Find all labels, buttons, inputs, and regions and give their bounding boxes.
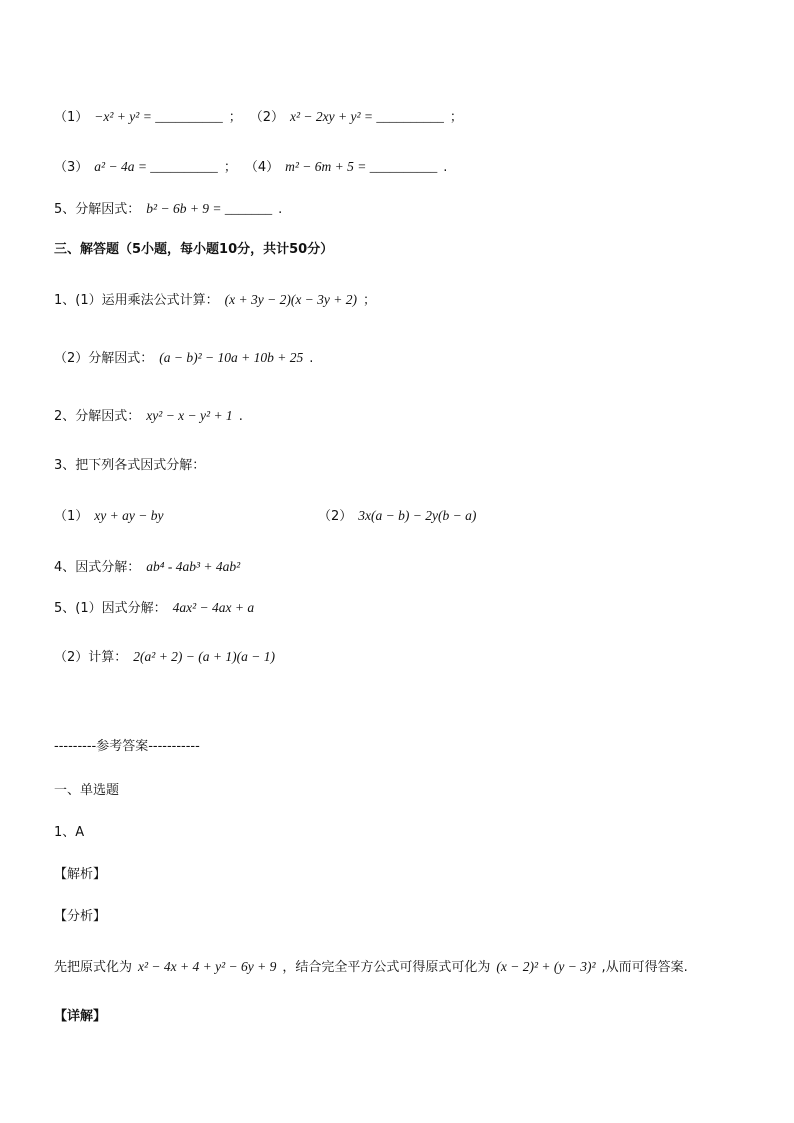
question-4 (54, 557, 246, 578)
question-label: 1、(1）运用乘法公式计算： (54, 293, 219, 308)
text-segment: 先把原式化为 (54, 960, 133, 975)
math-expression: 4ax² − 4ax + a (172, 600, 255, 615)
math-expression: x² − 2xy + y² = __________ (290, 109, 444, 124)
fenxi-tag: 【分析】 (54, 909, 107, 924)
question-label: （2）计算： (54, 650, 128, 665)
answer-item: 1、A (54, 825, 85, 840)
fill-row-1 (54, 107, 463, 128)
answer-divider: ---------参考答案----------- (54, 739, 200, 754)
problem-label: （1） (54, 509, 89, 524)
separator: ； (228, 110, 242, 125)
separator: . (278, 202, 283, 217)
separator: . (443, 160, 448, 175)
text-segment: ,从而可得答案. (601, 960, 688, 975)
math-expression: 3x(a − b) − 2y(b − a) (358, 508, 477, 523)
math-expression: −x² + y² = __________ (94, 109, 223, 124)
math-expression: xy² − x − y² + 1 (146, 408, 233, 423)
detail-tag: 【详解】 (54, 1009, 107, 1024)
math-expression: (x − 2)² + (y − 3)² (496, 959, 596, 974)
separator: ； (363, 293, 377, 308)
math-expression: m² − 6m + 5 = __________ (285, 159, 438, 174)
math-expression: b² − 6b + 9 = _______ (146, 201, 273, 216)
question-3: 3、把下列各式因式分解： (54, 458, 206, 473)
separator: ； (449, 110, 463, 125)
fill-row-3 (54, 199, 282, 220)
math-expression: x² − 4x + 4 + y² − 6y + 9 (138, 959, 277, 974)
question-2 (54, 406, 243, 427)
math-expression: xy + ay − by (94, 508, 164, 523)
separator: . (309, 351, 314, 366)
fenxi-text (54, 957, 688, 978)
question-5-1 (54, 598, 260, 619)
math-expression: ab⁴ - 4ab³ + 4ab² (146, 559, 241, 574)
problem-label: （3） (54, 160, 89, 175)
section-heading: 三、解答题（5小题，每小题10分，共计50分） (54, 242, 334, 257)
question-label: 4、因式分解： (54, 560, 141, 575)
problem-label: （2） (249, 110, 284, 125)
separator: . (238, 409, 243, 424)
separator: ； (223, 160, 237, 175)
problem-label: （4） (244, 160, 280, 175)
question-label: 2、分解因式： (54, 409, 141, 424)
question-1-2 (54, 348, 313, 369)
question-3-1 (54, 506, 169, 527)
math-expression: (x + 3y − 2)(x − 3y + 2) (224, 292, 358, 307)
question-5-2 (54, 647, 281, 668)
problem-label: （1） (54, 110, 89, 125)
math-expression: 2(a² + 2) − (a + 1)(a − 1) (133, 649, 275, 664)
text-segment: ，结合完全平方公式可得原式可化为 (282, 960, 491, 975)
math-expression: a² − 4a = __________ (94, 159, 218, 174)
question-label: （2）分解因式： (54, 351, 154, 366)
analysis-tag: 【解析】 (54, 867, 107, 882)
fill-row-2 (54, 157, 447, 178)
problem-label: （2） (318, 509, 353, 524)
question-label: 5、分解因式： (54, 202, 141, 217)
question-label: 5、(1）因式分解： (54, 601, 167, 616)
math-expression: (a − b)² − 10a + 10b + 25 (159, 350, 304, 365)
question-1-1 (54, 290, 376, 311)
answer-section-title: 一、单选题 (54, 783, 120, 798)
question-3-2 (318, 506, 482, 527)
